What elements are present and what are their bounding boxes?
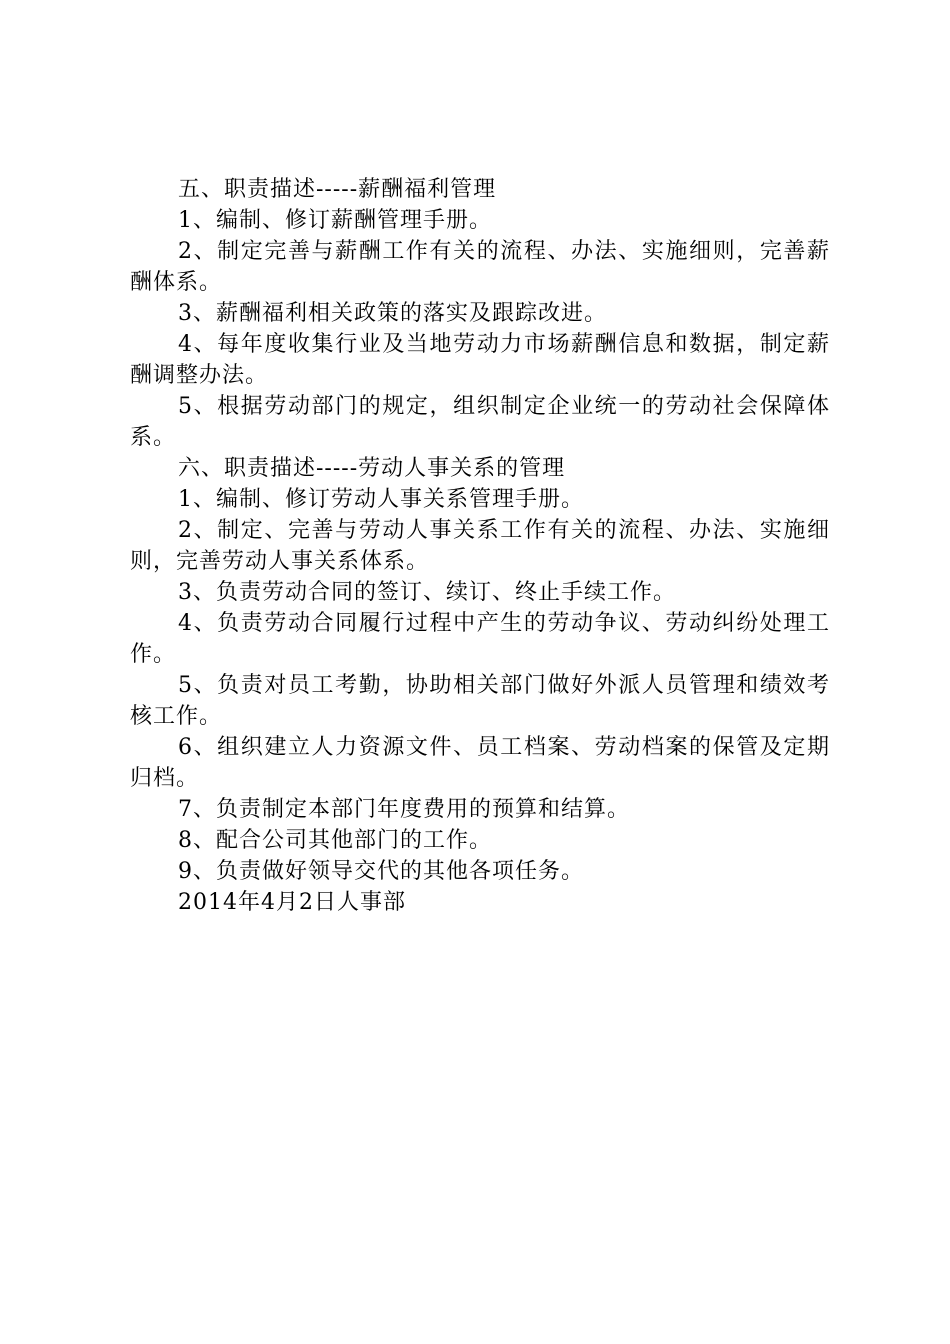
labor-item: 4、负责劳动合同履行过程中产生的劳动争议、劳动纠纷处理工作。 (130, 611, 830, 667)
labor-item: 5、负责对员工考勤，协助相关部门做好外派人员管理和绩效考核工作。 (130, 673, 830, 729)
salary-item: 5、根据劳动部门的规定，组织制定企业统一的劳动社会保障体系。 (130, 394, 830, 450)
labor-item: 9、负责做好领导交代的其他各项任务。 (178, 859, 584, 884)
date-signature: 2014年4月2日人事部 (178, 890, 406, 915)
labor-item: 7、负责制定本部门年度费用的预算和结算。 (178, 797, 630, 822)
labor-item: 6、组织建立人力资源文件、员工档案、劳动档案的保管及定期归档。 (130, 735, 830, 791)
salary-item: 2、制定完善与薪酬工作有关的流程、办法、实施细则，完善薪酬体系。 (130, 239, 830, 295)
section-heading-labor-relations: 六、职责描述-----劳动人事关系的管理 (178, 456, 566, 481)
document-body (130, 174, 830, 918)
salary-item: 3、薪酬福利相关政策的落实及跟踪改进。 (178, 301, 607, 326)
salary-item: 1、编制、修订薪酬管理手册。 (178, 208, 492, 233)
labor-item: 1、编制、修订劳动人事关系管理手册。 (178, 487, 584, 512)
labor-item: 2、制定、完善与劳动人事关系工作有关的流程、办法、实施细则，完善劳动人事关系体系。 (130, 518, 830, 574)
salary-item: 4、每年度收集行业及当地劳动力市场薪酬信息和数据，制定薪酬调整办法。 (130, 332, 830, 388)
section-heading-salary: 五、职责描述-----薪酬福利管理 (178, 177, 497, 202)
labor-item: 3、负责劳动合同的签订、续订、终止手续工作。 (178, 580, 676, 605)
labor-item: 8、配合公司其他部门的工作。 (178, 828, 492, 853)
